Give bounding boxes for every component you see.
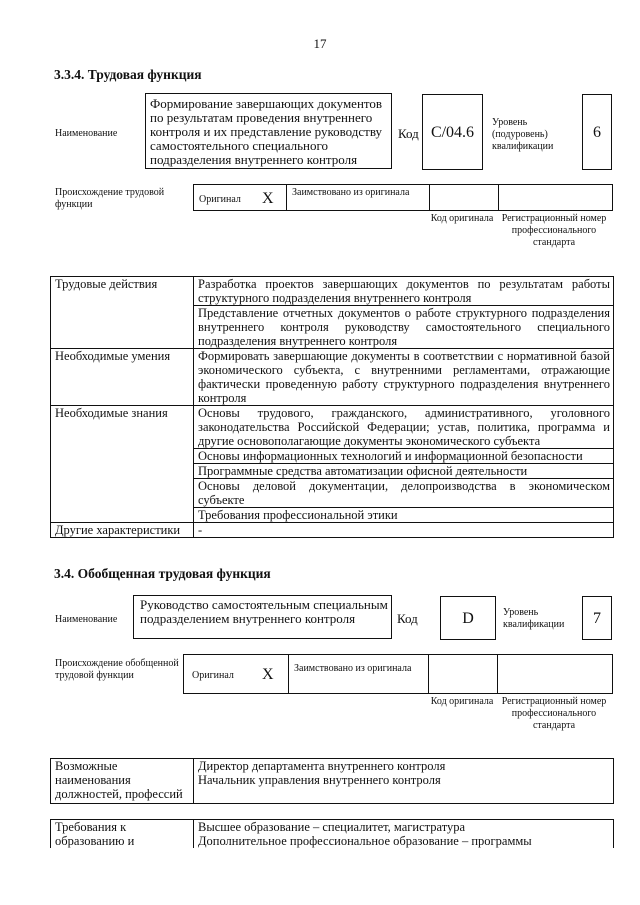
row-label-labor-actions: Трудовые действия: [51, 277, 194, 349]
required-knowledge-item: Основы информационных технологий и информационной безопасности: [194, 449, 614, 464]
section-heading-3-3-4: 3.3.4. Трудовая функция: [54, 67, 202, 82]
name-value: Формирование завершающих документов по результатам проведения внутреннего контроля и их представление руководству самостоятельного специального подразделения внутреннего контроля: [150, 96, 383, 167]
divider: [497, 654, 498, 694]
required-knowledge-item: Основы трудового, гражданского, административного, уголовного законодательства Российской Федерации; устав, политика, программа и другие основополагающие документы экономического субъекта: [194, 406, 614, 449]
name-label: Наименование: [55, 614, 118, 625]
level-label: Уровень квалификации: [503, 607, 565, 630]
divider: [429, 184, 430, 211]
labor-action-item: Разработка проектов завершающих документов по результатам работы структурного подразделения внутреннего контроля: [194, 277, 614, 306]
code-value: D: [462, 610, 474, 627]
row-label-possible-positions: Возможные наименования должностей, профессий: [51, 759, 194, 804]
position-item: Начальник управления внутреннего контроля: [198, 773, 441, 787]
labor-function-table: [50, 276, 614, 538]
page-number: 17: [313, 36, 327, 51]
origin-row: [183, 654, 613, 694]
required-knowledge-item: Требования профессиональной этики: [194, 508, 614, 523]
code-box: [440, 596, 496, 640]
section-heading-3-4: 3.4. Обобщенная трудовая функция: [54, 566, 271, 581]
required-skill-item: Формировать завершающие документы в соответствии с нормативной базой экономического субъекта, с внутренними регламентами, отражающие фактически проведенную работу структурного подразделения внутреннего контроля: [194, 349, 614, 406]
labor-action-item: Представление отчетных документов о работе структурного подразделения внутреннего контроля руководству самостоятельного специального подразделения внутреннего контроля: [194, 306, 614, 349]
positions-table: [50, 758, 614, 804]
level-value: 7: [593, 610, 601, 627]
education-value: [194, 820, 614, 849]
name-label: Наименование: [55, 128, 118, 139]
row-label-required-knowledge: Необходимые знания: [51, 406, 194, 523]
reg-num-caption: Регистрационный номер профессионального стандарта: [501, 696, 607, 731]
origin-label: Происхождение обобщенной трудовой функции: [55, 658, 179, 681]
origin-row: [193, 184, 613, 211]
education-item: Дополнительное профессиональное образование – программы: [198, 834, 532, 848]
original-mark: X: [262, 190, 274, 207]
name-value: Руководство самостоятельным специальным подразделением внутреннего контроля: [140, 597, 388, 626]
required-knowledge-item: Программные средства автоматизации офисной деятельности: [194, 464, 614, 479]
required-knowledge-item: Основы деловой документации, делопроизводства в экономическом субъекте: [194, 479, 614, 508]
level-label: Уровень (подуровень) квалификации: [492, 117, 554, 152]
borrowed-label: Заимствовано из оригинала: [292, 187, 410, 198]
code-box: [422, 94, 483, 170]
divider: [286, 184, 287, 211]
orig-code-caption: Код оригинала: [430, 213, 494, 224]
education-item: Высшее образование – специалитет, магистратура: [198, 820, 466, 834]
level-box: [582, 596, 612, 640]
original-label: Оригинал: [192, 670, 234, 681]
borrowed-label: Заимствовано из оригинала: [294, 663, 412, 674]
code-value: C/04.6: [430, 124, 475, 141]
row-label-other-characteristics: Другие характеристики: [51, 523, 194, 538]
positions-value: [194, 759, 614, 804]
divider: [498, 184, 499, 211]
other-characteristics-value: -: [194, 523, 614, 538]
divider: [428, 654, 429, 694]
level-value: 6: [593, 124, 601, 141]
education-table: [50, 819, 614, 848]
level-box: [582, 94, 612, 170]
divider: [288, 654, 289, 694]
original-label: Оригинал: [199, 194, 241, 205]
row-label-required-skills: Необходимые умения: [51, 349, 194, 406]
name-value-box: [133, 595, 392, 639]
origin-label: Происхождение трудовой функции: [55, 187, 165, 210]
position-item: Директор департамента внутреннего контроля: [198, 759, 446, 773]
code-label: Код: [397, 611, 418, 626]
row-label-education-requirements: Требования к образованию и: [51, 820, 194, 849]
code-label: Код: [398, 126, 419, 141]
name-value-box: [145, 93, 392, 169]
reg-num-caption: Регистрационный номер профессионального стандарта: [501, 213, 607, 248]
original-mark: X: [262, 666, 274, 683]
orig-code-caption: Код оригинала: [430, 696, 494, 707]
